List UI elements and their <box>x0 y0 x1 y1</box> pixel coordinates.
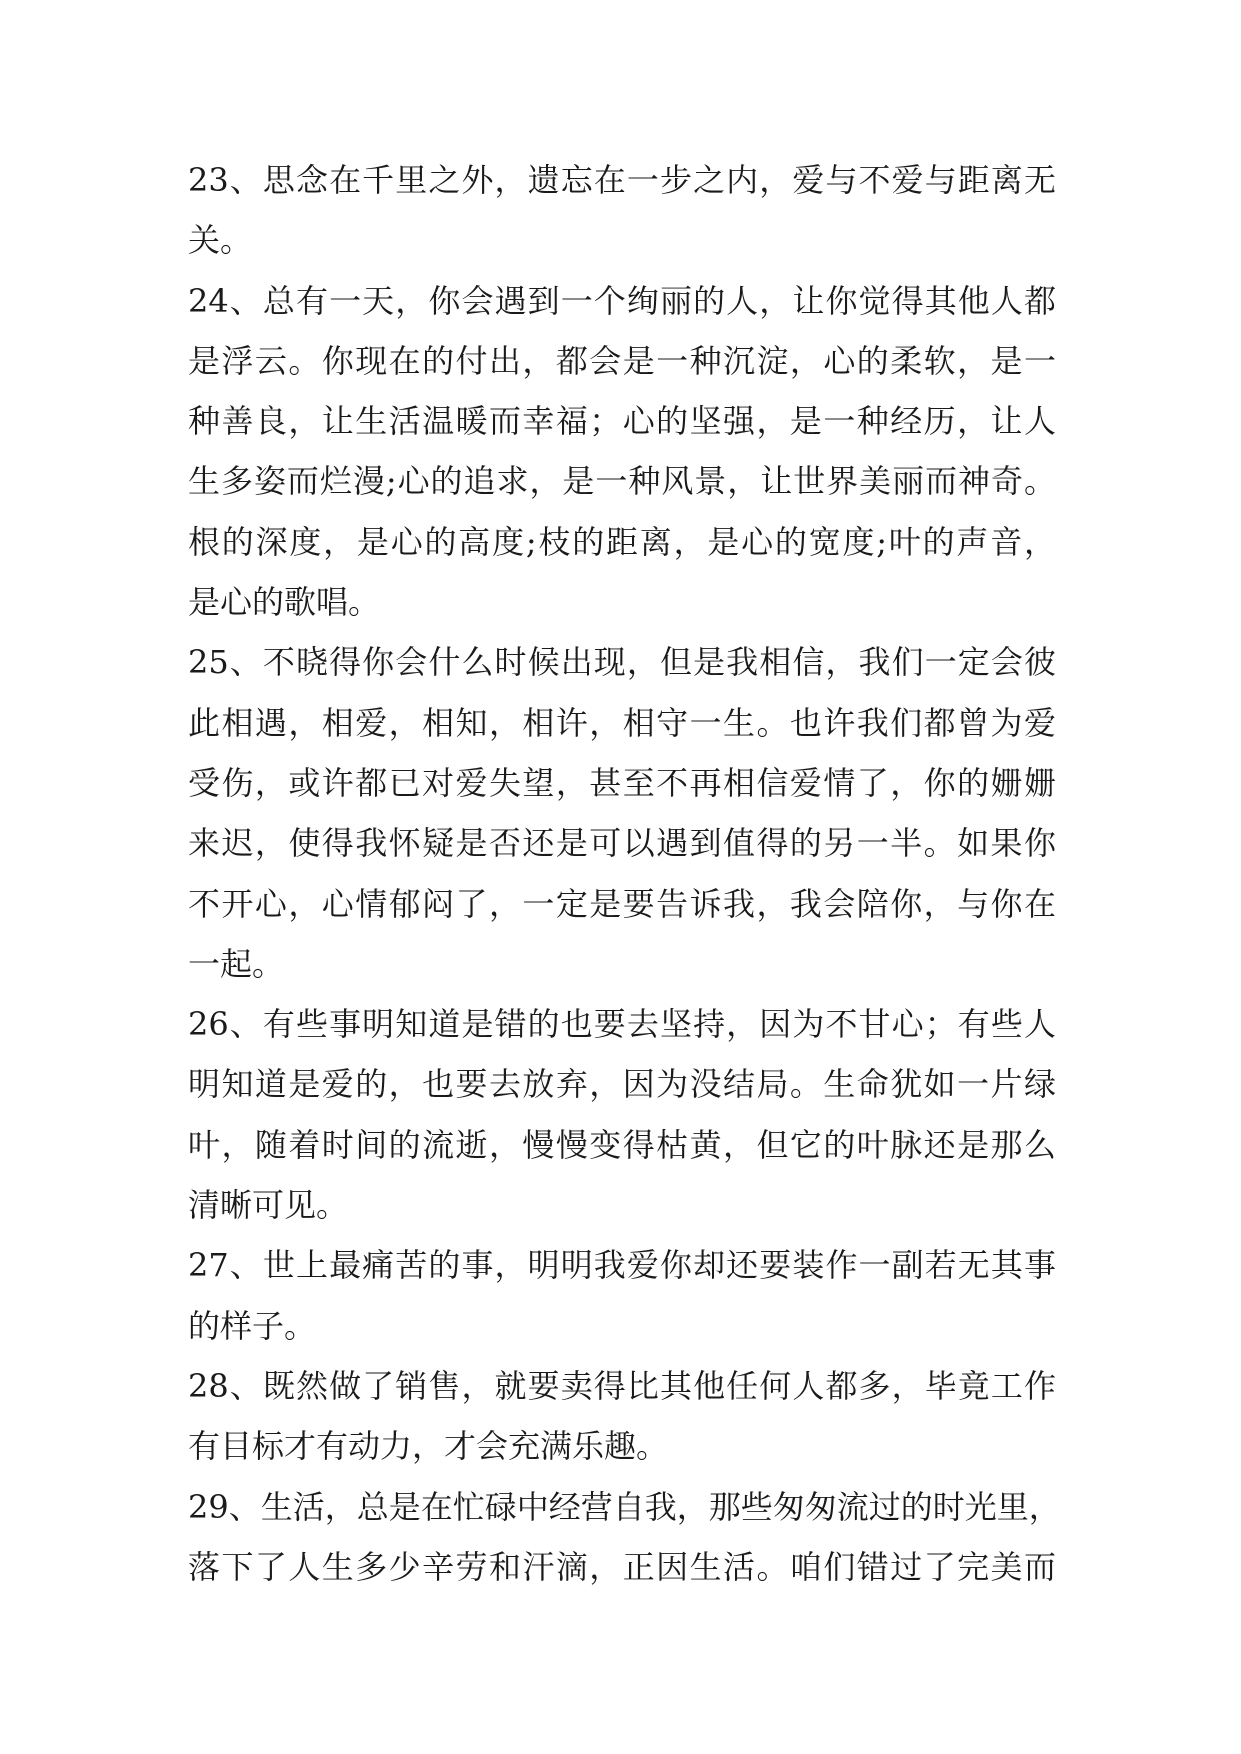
text-line: 不开心，心情郁闷了，一定是要告诉我，我会陪你，与你在 <box>188 884 1056 923</box>
text-line: 生多姿而烂漫;心的追求，是一种风景，让世界美丽而神奇。 <box>188 462 1056 501</box>
document-body <box>188 150 1061 1597</box>
text-line: 的样子。 <box>188 1306 317 1345</box>
text-line: 种善良，让生活温暖而幸福；心的坚强，是一种经历，让人 <box>188 402 1056 441</box>
text-line: 来迟，使得我怀疑是否还是可以遇到值得的另一半。如果你 <box>188 824 1056 863</box>
text-line: 25、不晓得你会什么时候出现，但是我相信，我们一定会彼 <box>188 643 1056 682</box>
text-line: 明知道是爱的，也要去放弃，因为没结局。生命犹如一片绿 <box>188 1065 1056 1104</box>
text-line: 26、有些事明知道是错的也要去坚持，因为不甘心；有些人 <box>188 1005 1056 1044</box>
text-line: 23、思念在千里之外，遗忘在一步之内，爱与不爱与距离无 <box>188 161 1056 199</box>
text-line: 28、既然做了销售，就要卖得比其他任何人都多，毕竟工作 <box>188 1366 1056 1405</box>
text-line: 是浮云。你现在的付出，都会是一种沉淀，心的柔软，是一 <box>188 341 1056 380</box>
text-line: 27、世上最痛苦的事，明明我爱你却还要装作一副若无其事 <box>188 1246 1056 1285</box>
text-line: 关。 <box>188 221 253 260</box>
text-line: 有目标才有动力，才会充满乐趣。 <box>188 1427 669 1466</box>
text-line: 落下了人生多少辛劳和汗滴，正因生活。咱们错过了完美而 <box>188 1547 1056 1586</box>
text-line: 24、总有一天，你会遇到一个绚丽的人，让你觉得其他人都 <box>188 281 1056 320</box>
text-line: 29、生活，总是在忙碌中经营自我，那些匆匆流过的时光里， <box>188 1487 1061 1526</box>
text-line: 清晰可见。 <box>188 1186 349 1225</box>
text-line: 根的深度，是心的高度;枝的距离，是心的宽度;叶的声音， <box>188 522 1056 561</box>
text-line: 此相遇，相爱，相知，相许，相守一生。也许我们都曾为爱 <box>188 703 1056 742</box>
text-line: 一起。 <box>188 944 285 983</box>
text-line: 受伤，或许都已对爱失望，甚至不再相信爱情了，你的姗姗 <box>188 763 1056 802</box>
text-line: 叶，随着时间的流逝，慢慢变得枯黄，但它的叶脉还是那么 <box>188 1125 1056 1164</box>
text-line: 是心的歌唱。 <box>188 583 381 622</box>
